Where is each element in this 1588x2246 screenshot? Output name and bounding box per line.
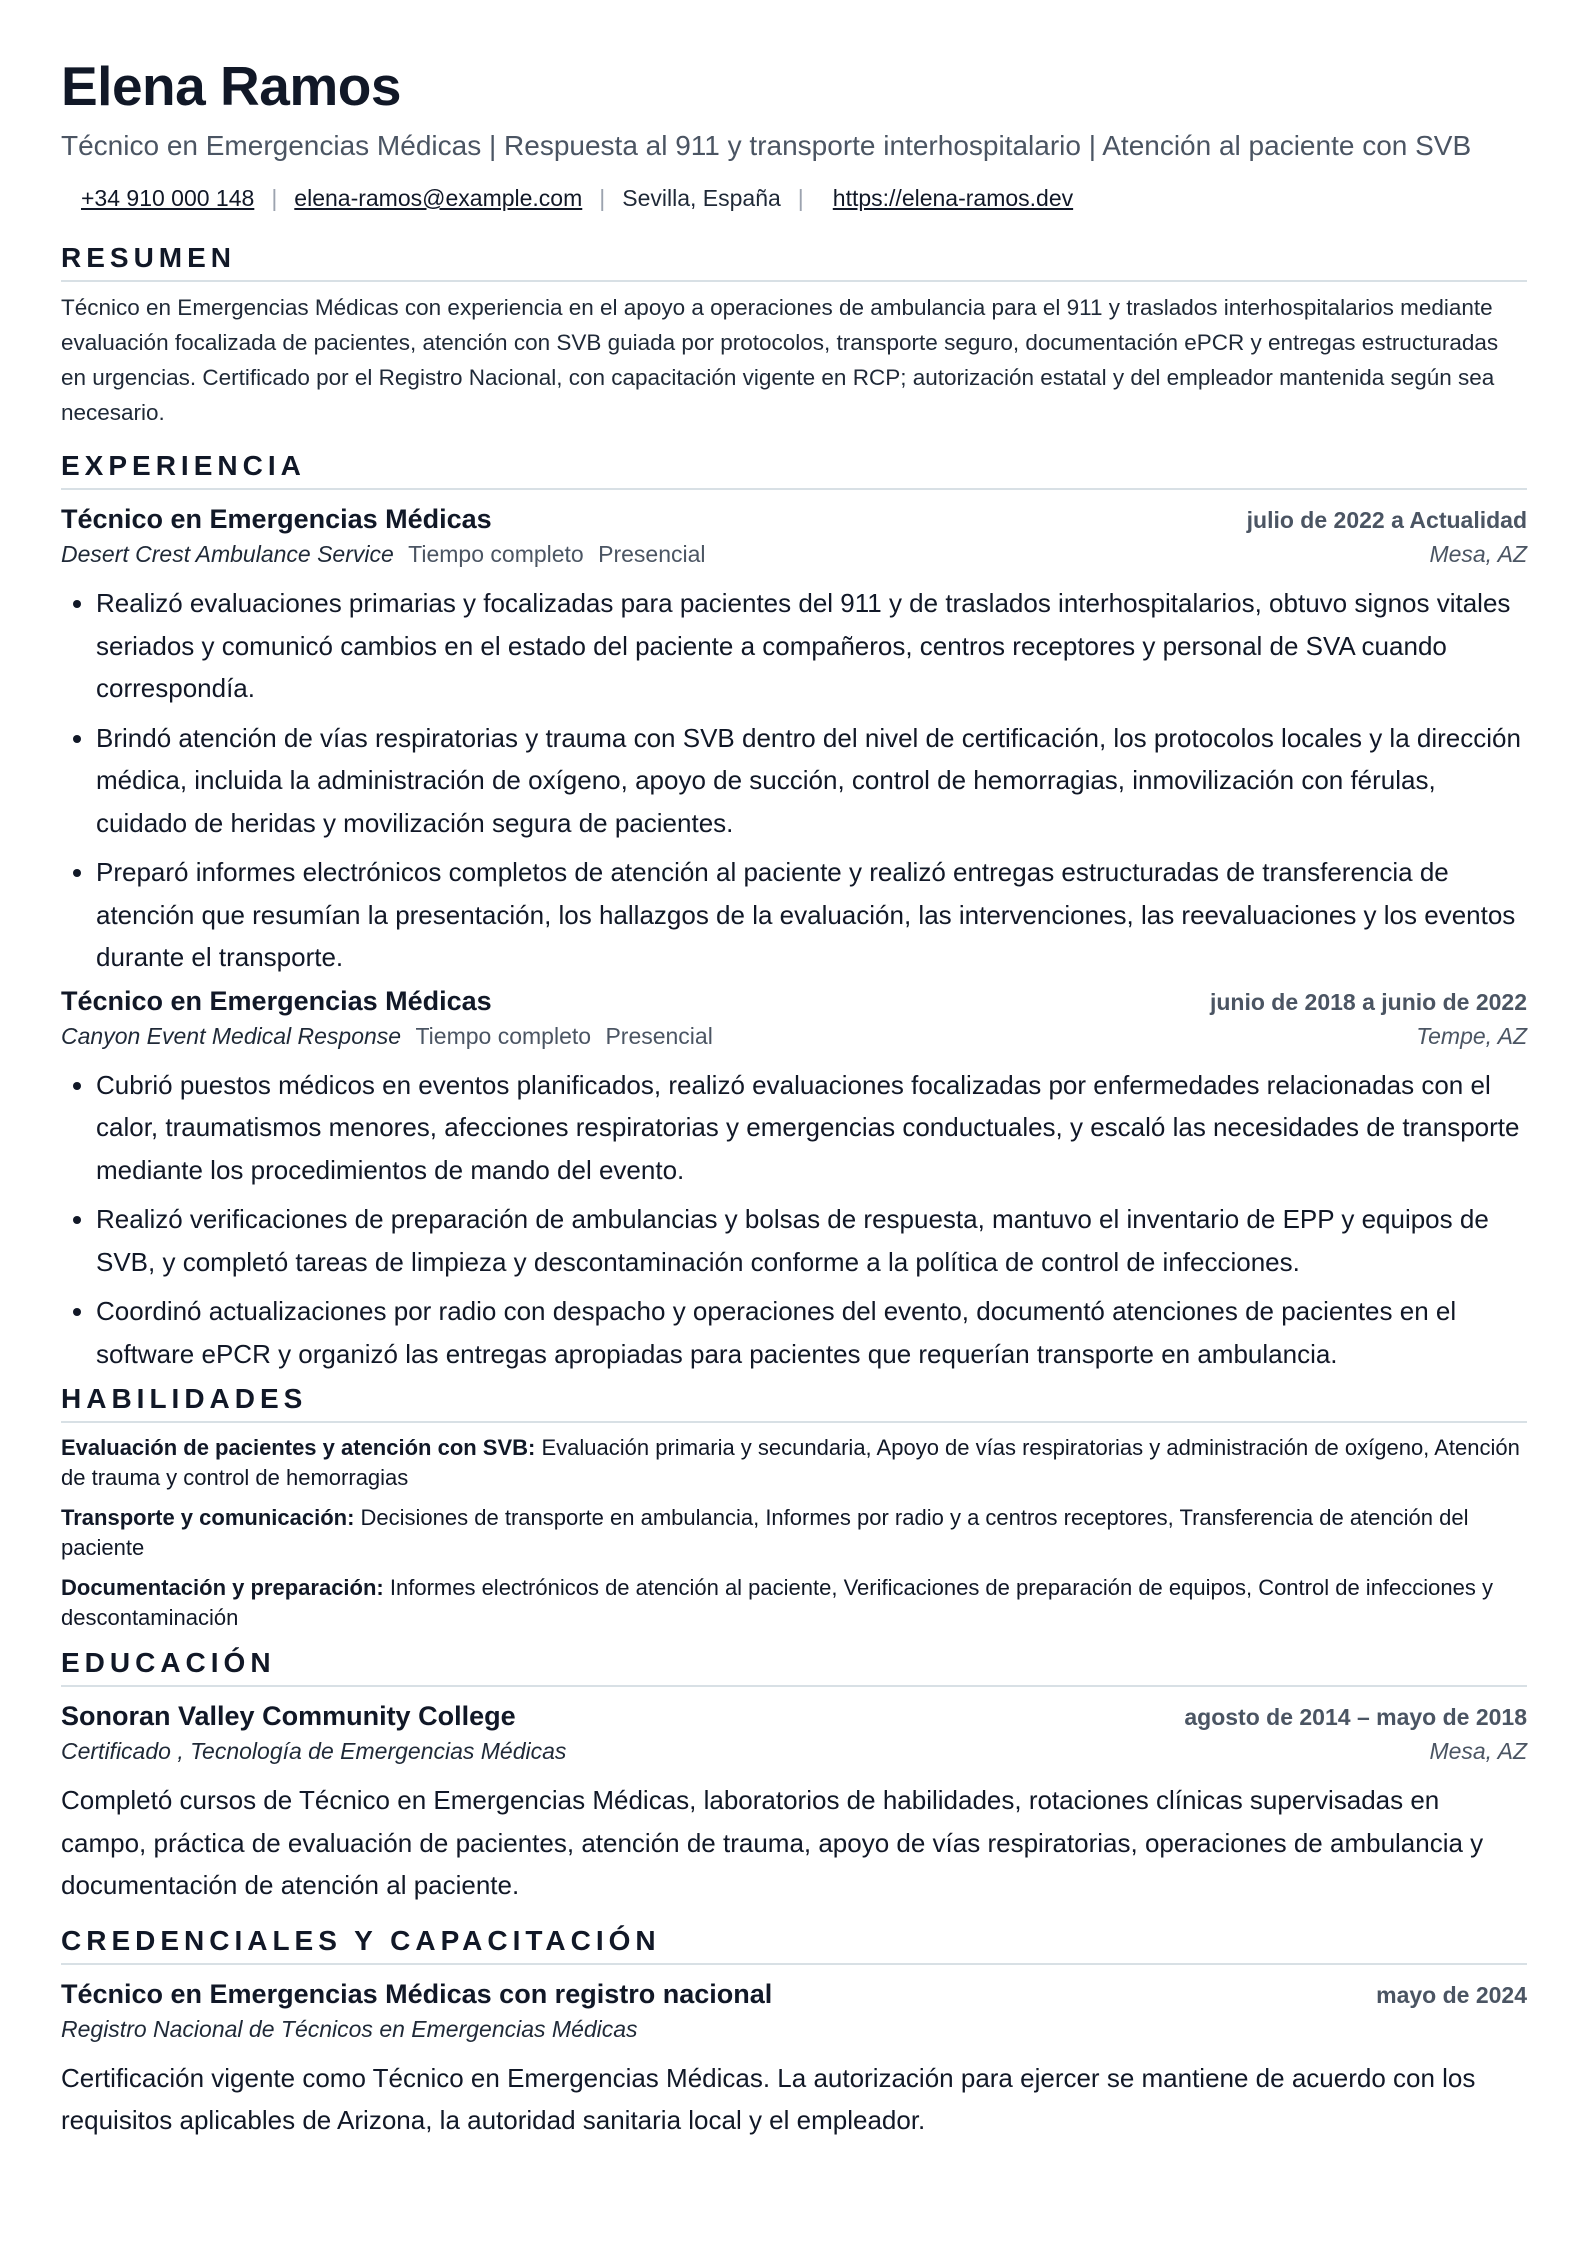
- job-employer: Canyon Event Medical Response: [61, 1022, 402, 1049]
- job-bullet: • Cubrió puestos médicos en eventos planificados, realizó evaluaciones focalizadas por enfermedades relacionadas con el calor, traumatismos menores, afecciones respiratorias y emergencias conductuales, y escaló las necesidades de transporte mediante los procedimientos de mando del evento.: [96, 1064, 1527, 1192]
- skill-group-items: Evaluación primaria y secundaria, Apoyo de vías respiratorias y administración de oxígeno, Atención de trauma y control de hemorragias: [61, 1435, 1520, 1490]
- education-date: agosto de 2014 – mayo de 2018: [1184, 1704, 1527, 1730]
- phone-link[interactable]: +34 910 000 148: [81, 185, 255, 211]
- section-title-education: EDUCACIÓN: [61, 1647, 1527, 1687]
- job-bullet: • Preparó informes electrónicos completos de atención al paciente y realizó entregas estructuradas de transferencia de atención que resumían la presentación, los hallazgos de la evaluación, las intervenciones, las reevaluaciones y los eventos durante el transporte.: [96, 851, 1527, 979]
- education-entry: [61, 1701, 1527, 1907]
- job-entry: [61, 504, 1527, 979]
- skill-group: [61, 1573, 1527, 1633]
- section-title-experience: EXPERIENCIA: [61, 450, 1527, 490]
- credential-issuer: Registro Nacional de Técnicos en Emergencias Médicas: [61, 2015, 638, 2042]
- job-title: Técnico en Emergencias Médicas: [61, 985, 492, 1016]
- job-title: Técnico en Emergencias Médicas: [61, 504, 492, 534]
- job-bullets: [61, 1064, 1527, 1376]
- skill-group-label: Documentación y preparación:: [61, 1575, 384, 1600]
- job-mode: Presencial: [605, 1022, 713, 1049]
- job-employer: Desert Crest Ambulance Service: [61, 541, 394, 567]
- job-bullets: [61, 582, 1527, 979]
- separator: |: [797, 185, 804, 211]
- skill-group-label: Transporte y comunicación:: [61, 1505, 355, 1530]
- degree-text: Certificado , Tecnología de Emergencias Médicas: [61, 1738, 567, 1764]
- credential-date: mayo de 2024: [1376, 1981, 1527, 2008]
- website-link[interactable]: https://elena-ramos.dev: [832, 185, 1074, 211]
- location-text: Sevilla, España: [622, 185, 781, 211]
- headline: Técnico en Emergencias Médicas | Respuesta al 911 y transporte interhospitalario | Atención al paciente con SVB: [61, 130, 1472, 161]
- credential-entry: [61, 1979, 1527, 2142]
- job-type: Tiempo completo: [415, 1022, 592, 1049]
- section-title-skills: HABILIDADES: [61, 1383, 1527, 1423]
- skill-group-items: Decisiones de transporte en ambulancia, Informes por radio y a centros receptores, Transferencia de atención del paciente: [61, 1505, 1469, 1560]
- skill-group: [61, 1433, 1527, 1493]
- skill-group: [61, 1503, 1527, 1563]
- summary-text: Técnico en Emergencias Médicas con experiencia en el apoyo a operaciones de ambulancia para el 911 y traslados interhospitalarios mediante evaluación focalizada de pacientes, atención con SVB guiada por protocolos, transporte seguro, documentación ePCR y entregas estructuradas en urgencias. Certificado por el Registro Nacional, con capacitación vigente en RCP; autorización estatal y del empleador mantenida según sea necesario.: [61, 295, 1499, 425]
- job-mode: Presencial: [598, 541, 706, 567]
- job-date: julio de 2022 a Actualidad: [1246, 507, 1527, 533]
- job-location: Tempe, AZ: [1416, 1022, 1527, 1049]
- candidate-name: Elena Ramos: [61, 55, 401, 117]
- job-bullet: • Realizó evaluaciones primarias y focalizadas para pacientes del 911 y de traslados interhospitalarios, obtuvo signos vitales seriados y comunicó cambios en el estado del paciente a compañeros, centros receptores y personal de SVA cuando correspondía.: [96, 582, 1527, 710]
- skill-group-label: Evaluación de pacientes y atención con SVB:: [61, 1435, 536, 1460]
- job-location: Mesa, AZ: [1429, 541, 1527, 567]
- job-type: Tiempo completo: [408, 541, 584, 567]
- credential-description: Certificación vigente como Técnico en Emergencias Médicas. La autorización para ejercer se mantiene de acuerdo con los requisitos aplicables de Arizona, la autoridad sanitaria local y el empleador.: [61, 2062, 1476, 2135]
- job-bullet: • Realizó verificaciones de preparación de ambulancias y bolsas de respuesta, mantuvo el inventario de EPP y equipos de SVB, y completó tareas de limpieza y descontaminación conforme a la política de control de infecciones.: [96, 1198, 1527, 1283]
- contact-bar: [61, 185, 1527, 212]
- section-title-credentials: CREDENCIALES Y CAPACITACIÓN: [61, 1925, 1527, 1965]
- separator: |: [271, 185, 278, 211]
- education-description: Completó cursos de Técnico en Emergencias Médicas, laboratorios de habilidades, rotaciones clínicas supervisadas en campo, práctica de evaluación de pacientes, atención de trauma, apoyo de vías respiratorias, operaciones de ambulancia y documentación de atención al paciente.: [61, 1785, 1484, 1900]
- section-title-summary: RESUMEN: [61, 242, 1527, 282]
- email-link[interactable]: elena-ramos@example.com: [294, 185, 583, 211]
- job-date: junio de 2018 a junio de 2022: [1209, 988, 1527, 1015]
- separator: |: [599, 185, 606, 211]
- school-name: Sonoran Valley Community College: [61, 1701, 516, 1731]
- credential-name: Técnico en Emergencias Médicas con registro nacional: [61, 1978, 773, 2009]
- skill-group-items: Informes electrónicos de atención al paciente, Verificaciones de preparación de equipos, Control de infecciones y descontaminación: [61, 1575, 1493, 1630]
- job-entry: [61, 986, 1527, 1376]
- job-bullet: • Brindó atención de vías respiratorias y trauma con SVB dentro del nivel de certificación, los protocolos locales y la dirección médica, incluida la administración de oxígeno, apoyo de succión, control de hemorragias, inmovilización con férulas, cuidado de heridas y movilización segura de pacientes.: [96, 717, 1527, 845]
- job-bullet: • Coordinó actualizaciones por radio con despacho y operaciones del evento, documentó atenciones de pacientes en el software ePCR y organizó las entregas apropiadas para pacientes que requerían transporte en ambulancia.: [96, 1290, 1527, 1375]
- education-location: Mesa, AZ: [1429, 1738, 1527, 1764]
